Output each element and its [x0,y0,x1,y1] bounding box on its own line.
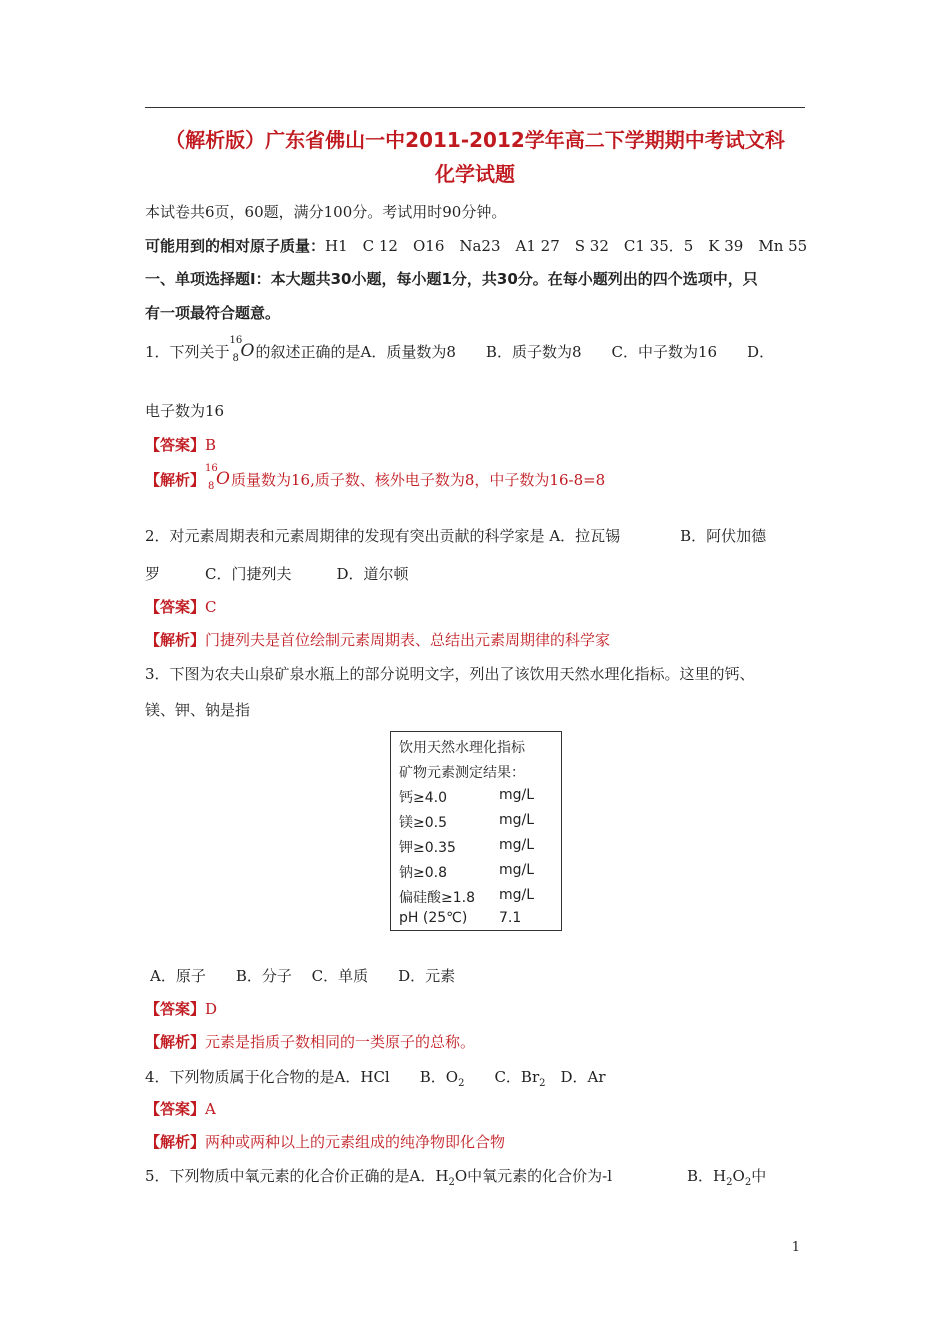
table-row-unit: mg/L [499,787,535,803]
q3-explanation [145,1031,475,1052]
q5-text-c: O [732,1167,745,1185]
section-heading-line2: 有一项最符合题意。 [145,304,281,322]
page-number: 1 [791,1240,800,1255]
q2-explanation [145,629,610,650]
subscript: 2 [539,1078,546,1089]
q4-text-b: C．Br [464,1068,540,1086]
atomic-mass-line [145,235,807,256]
subscript: 2 [448,1177,455,1188]
table-row-name: 镁≥0.5 [399,815,447,831]
explain-label: 【解析】 [145,1033,206,1051]
intro-text: 本试卷共6页，60题，满分100分。考试用时90分钟。 [145,203,507,221]
section-heading-line1: 一、单项选择题Ⅰ：本大题共30小题，每小题1分，共30分。在每小题列出的四个选项中，只 [145,270,758,288]
isotope-mass: 16 [229,335,243,346]
oxygen-isotope [229,335,256,364]
table-row-name: 钙≥4.0 [399,790,447,806]
q3-answer [145,998,217,1019]
q2-answer [145,596,217,617]
explain-label: 【解析】 [145,1133,206,1151]
answer-value: B [205,436,217,454]
q5-text-b: O中氧元素的化合价为-l B．H [454,1167,727,1185]
table-title2: 矿物元素测定结果： [399,765,525,781]
table-row-unit: mg/L [499,862,535,878]
q1-explanation [145,463,606,492]
table-row-unit: mg/L [499,837,535,853]
q4-answer [145,1098,216,1119]
table-row-unit: 7.1 [499,910,522,926]
answer-label: 【答案】 [145,1000,206,1018]
atomic-mass-values: H1 C 12 O16 Na23 A1 27 S 32 C1 35．5 K 39 Mn 55 [325,237,808,255]
answer-value: A [205,1100,216,1118]
isotope-number: 8 [232,353,239,364]
q3-line1: 3．下图为农夫山泉矿泉水瓶上的部分说明文字，列出了该饮用天然水理化指标。这里的钙、 [145,665,755,683]
explain-text: 两种或两种以上的元素组成的纯净物即化合物 [205,1133,506,1151]
answer-label: 【答案】 [145,1100,206,1118]
q4-text-a: 4．下列物质属于化合物的是A．HCl B．O [145,1068,459,1086]
oxygen-isotope [205,463,231,492]
table-row-unit: mg/L [499,887,535,903]
q1-line1 [145,335,775,364]
table-row-name: 钾≥0.35 [399,840,456,856]
explain-text: 质量数为16,质子数、核外电子数为8，中子数为16-8=8 [231,471,606,489]
header-rule [145,107,805,108]
isotope-mass: 16 [205,463,218,474]
q3-line2: 镁、钾、钠是指 [145,701,251,719]
q1-prefix: 1．下列关于 [145,343,230,361]
explain-text: 门捷列夫是首位绘制元素周期表、总结出元素周期律的科学家 [205,631,611,649]
answer-label: 【答案】 [145,598,206,616]
q4-text-c: D．Ar [545,1068,606,1086]
explain-text: 元素是指质子数相同的一类原子的总称。 [205,1033,476,1051]
q2-line2: 罗 C．门捷列夫 D．道尔顿 [145,565,409,583]
doc-title-line2: 化学试题 [435,162,515,186]
explain-label: 【解析】 [145,471,206,489]
answer-label: 【答案】 [145,436,206,454]
q4-line [145,1066,606,1089]
isotope-number: 8 [208,481,215,492]
table-row-unit: mg/L [499,812,535,828]
answer-value: D [205,1000,218,1018]
q5-line [145,1165,766,1188]
q1-answer [145,434,216,455]
q3-options: A．原子 B．分子 C．单质 D．元素 [150,967,456,985]
q5-text-d: 中 [751,1167,767,1185]
isotope-symbol: O [216,469,230,489]
isotope-symbol: O [240,341,255,361]
table-title1: 饮用天然水理化指标 [399,740,525,756]
subscript: 2 [458,1078,465,1089]
water-label-table [390,731,562,931]
table-row-name: 偏硅酸≥1.8 [399,890,475,906]
q4-explanation [145,1131,505,1152]
q1-rest: 的叙述正确的是A．质量数为8 B．质子数为8 C．中子数为16 D． [255,343,775,361]
answer-value: C [205,598,217,616]
atomic-mass-label: 可能用到的相对原子质量： [145,237,326,255]
explain-label: 【解析】 [145,631,206,649]
table-row-name: 钠≥0.8 [399,865,447,881]
subscript: 2 [726,1177,733,1188]
q1-line2: 电子数为16 [145,402,225,420]
table-row-name: pH (25℃) [399,910,468,926]
doc-title-line1: （解析版）广东省佛山一中2011-2012学年高二下学期期中考试文科 [165,128,785,152]
q2-line1: 2．对元素周期表和元素周期律的发现有突出贡献的科学家是 A．拉瓦锡 B．阿伏加德 [145,527,767,545]
q5-text-a: 5．下列物质中氧元素的化合价正确的是A．H [145,1167,449,1185]
subscript: 2 [744,1177,752,1188]
